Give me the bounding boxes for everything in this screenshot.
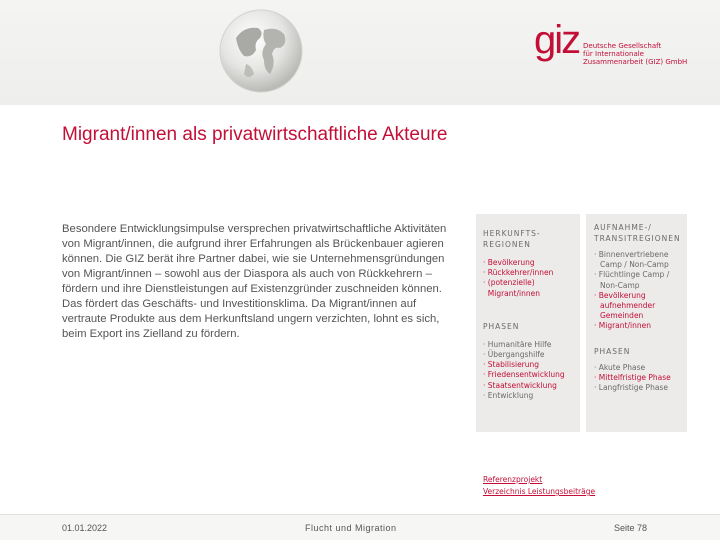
list-item: · Rückkehrer/innen: [483, 268, 554, 278]
logo-line: Deutsche Gesellschaft: [583, 42, 662, 50]
logo-mark: giz: [534, 18, 580, 62]
list-item: · Langfristige Phase: [594, 383, 668, 393]
origin-regions-content: [483, 228, 578, 401]
list-item: · (potenzielle): [483, 278, 535, 288]
footer-topic: Flucht und Migration: [305, 523, 397, 533]
footer-date: 01.01.2022: [62, 523, 108, 533]
list-item: · Bevölkerung: [483, 258, 535, 267]
origin-regions-box: [476, 214, 580, 432]
list-item: · Humanitäre Hilfe: [483, 339, 552, 349]
list-item: · Staatsentwicklung: [483, 380, 557, 390]
body-paragraph: Besondere Entwicklungsimpulse versprechen privatwirtschaftliche Aktivitäten von Migrant/innen, die aufgrund ihrer Erfahrungen als Brückenbauer agieren können. Die GIZ berät ihre Partner dabei, wie sie Unternehmensgründungen von Migrant/innen – sowohl aus der Diaspora als auch von Rückkehrern – fördern und ihre Dienstleistungen auf Existenzgründer zuschneiden können. Das fördert das Geschäfts- und Investitionsklima. Da Migrant/innen auf vertraute Produkte aus dem Herkunftsland ungern verzichten, lohnt es sich, beim Export ins Zielland zu fördern.: [62, 223, 447, 340]
list-item: · Friedensentwicklung: [483, 370, 565, 380]
logo-text: [583, 42, 703, 66]
host-phases-list: [594, 363, 686, 394]
list-item: · Migrant/innen: [594, 321, 651, 331]
list-item: · Bevölkerung aufnehmender Gemeinden: [594, 290, 656, 321]
list-item: · Mittelfristige Phase: [594, 372, 671, 382]
services-directory-link[interactable]: Verzeichnis Leistungsbeiträge: [483, 487, 596, 496]
slide-title: Migrant/innen als privatwirtschaftliche Akteure: [62, 124, 448, 145]
list-item: · Akute Phase: [594, 362, 646, 372]
list-item: · Flüchtlinge Camp / Non-Camp: [594, 270, 670, 290]
origin-regions-list: [483, 258, 578, 299]
host-regions-list: [594, 250, 686, 332]
host-regions-content: [594, 222, 686, 393]
links-block: [483, 474, 595, 498]
host-regions-heading: AUFNAHME-/ TRANSITREGIONEN: [594, 223, 681, 243]
host-regions-box: [586, 214, 687, 432]
reference-project-link[interactable]: Referenzprojekt: [483, 475, 543, 484]
origin-regions-heading: HERKUNFTS- REGIONEN: [483, 229, 541, 249]
origin-phases-heading: PHASEN: [483, 321, 520, 331]
list-item: · Übergangshilfe: [483, 350, 545, 360]
logo-line: für Internationale: [583, 50, 644, 58]
list-item: · Binnenvertriebene Camp / Non-Camp: [594, 250, 669, 270]
origin-phases-list: [483, 340, 578, 401]
list-item: · Stabilisierung: [483, 360, 540, 370]
logo-line: Zusammenarbeit (GIZ) GmbH: [583, 58, 688, 66]
page-number: Seite 78: [614, 523, 648, 533]
host-phases-heading: PHASEN: [594, 346, 631, 356]
list-item: Migrant/innen: [483, 288, 540, 298]
list-item: · Entwicklung: [483, 390, 534, 400]
globe-icon: [218, 8, 304, 94]
